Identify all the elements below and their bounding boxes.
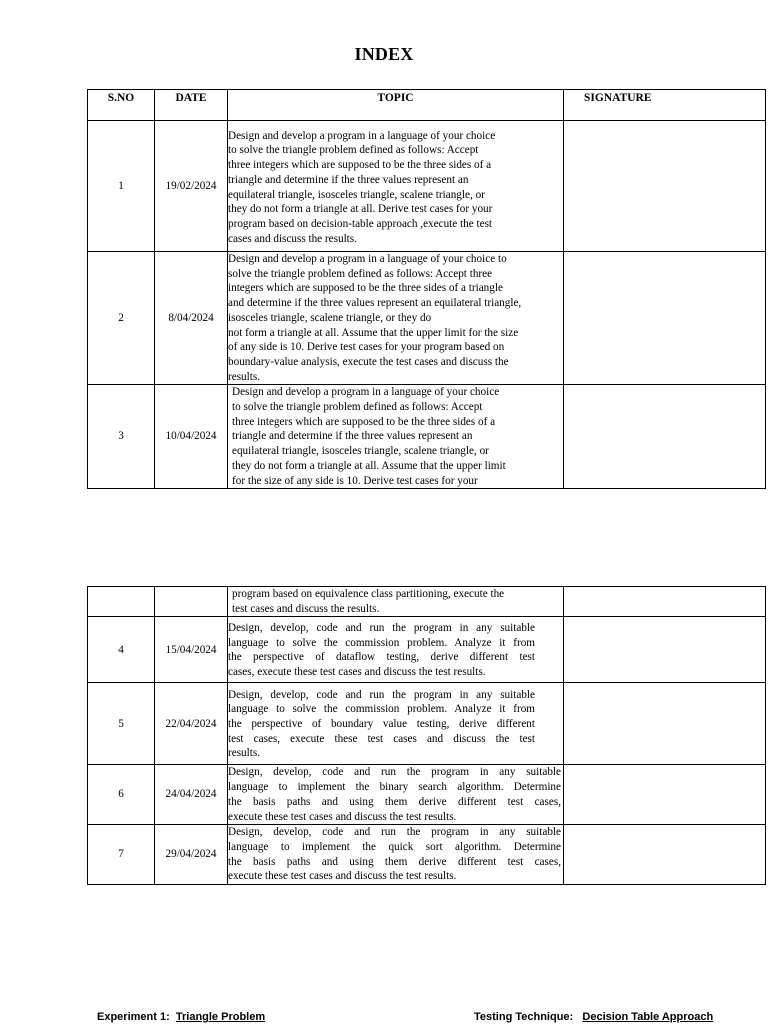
topic-cell	[228, 825, 564, 885]
topic-line: not form a triangle at all. Assume that the upper limit for the size	[228, 326, 519, 339]
topic-line: to solve the triangle problem defined as follows: Accept	[232, 401, 483, 414]
topic-line: language to implement the binary search algorithm. Determine	[228, 781, 561, 794]
sno-cell	[88, 587, 155, 617]
topic-line: the perspective of dataflow testing, derive different test	[228, 651, 535, 664]
topic-line: to solve the triangle problem defined as follows: Accept	[228, 144, 479, 157]
topic-line: results.	[228, 370, 261, 383]
topic-cell	[228, 385, 564, 489]
experiment-value: Triangle Problem	[175, 1011, 266, 1023]
signature-cell	[564, 252, 766, 385]
header-signature: SIGNATURE	[564, 90, 766, 121]
table-row	[88, 121, 766, 252]
topic-line: triangle and determine if the three values represent an	[232, 430, 473, 443]
sno-cell: 7	[88, 825, 155, 885]
topic-line: program based on decision-table approach ,execute the test	[228, 217, 493, 230]
signature-cell	[564, 587, 766, 617]
topic-line: Design, develop, code and run the program in any suitable	[228, 622, 535, 634]
topic-line: Design, develop, code and run the program in any suitable	[228, 766, 561, 779]
signature-cell	[564, 683, 766, 765]
topic-cell	[228, 683, 564, 765]
date-cell: 24/04/2024	[155, 765, 228, 825]
topic-line: solve the triangle problem defined as follows: Accept three	[228, 267, 493, 280]
date-cell	[155, 587, 228, 617]
topic-line: boundary-value analysis, execute the test cases and discuss the	[228, 355, 509, 368]
topic-line: the basis paths and using them derive different test cases,	[228, 855, 561, 868]
sno-cell: 1	[88, 121, 155, 252]
topic-line: results.	[228, 747, 261, 760]
date-cell: 10/04/2024	[155, 385, 228, 489]
table-row	[88, 765, 766, 825]
topic-line: isosceles triangle, scalene triangle, or they do	[228, 311, 432, 324]
topic-line: Design and develop a program in a language of your choice	[228, 129, 496, 142]
sno-cell: 2	[88, 252, 155, 385]
topic-line: triangle and determine if the three values represent an	[228, 173, 469, 186]
table-row	[88, 617, 766, 683]
topic-line: cases and discuss the results.	[228, 232, 357, 245]
topic-line: language to implement the quick sort algorithm. Determine	[228, 841, 561, 854]
table-row	[88, 252, 766, 385]
technique-value: Decision Table Approach	[582, 1011, 714, 1023]
topic-cell	[228, 617, 564, 683]
date-cell: 22/04/2024	[155, 683, 228, 765]
sno-cell: 5	[88, 683, 155, 765]
topic-line: Design, develop, code and run the program in any suitable	[228, 688, 535, 701]
topic-line: Design, develop, code and run the program in any suitable	[228, 826, 561, 839]
sno-cell: 6	[88, 765, 155, 825]
topic-line: test cases, execute these test cases and discuss the test	[228, 732, 535, 745]
topic-line: equilateral triangle, isosceles triangle, scalene triangle, or	[228, 188, 485, 201]
date-cell: 29/04/2024	[155, 825, 228, 885]
date-cell: 19/02/2024	[155, 121, 228, 252]
signature-cell	[564, 121, 766, 252]
footer-experiment	[97, 1011, 265, 1023]
footer-technique	[474, 1011, 713, 1023]
date-cell: 8/04/2024	[155, 252, 228, 385]
topic-cell	[228, 121, 564, 252]
table-row	[88, 587, 766, 617]
page-title: INDEX	[354, 44, 414, 64]
topic-line: and determine if the three values represent an equilateral triangle,	[228, 297, 522, 310]
table-row	[88, 825, 766, 885]
topic-line: Design and develop a program in a language of your choice to	[228, 253, 507, 265]
topic-line: of any side is 10. Derive test cases for your program based on	[228, 341, 505, 354]
topic-line: language to solve the commission problem. Analyze it from	[228, 636, 535, 649]
topic-line: three integers which are supposed to be the three sides of a	[228, 159, 492, 172]
topic-line: program based on equivalence class partitioning, execute the	[232, 588, 505, 600]
topic-line: Design and develop a program in a language of your choice	[232, 386, 500, 399]
signature-cell	[564, 825, 766, 885]
sno-cell: 3	[88, 385, 155, 489]
index-table-continued	[87, 586, 766, 885]
topic-line: execute these test cases and discuss the test results.	[228, 870, 457, 883]
topic-cell	[228, 587, 564, 617]
topic-line: they do not form a triangle at all. Derive test cases for your	[228, 203, 493, 216]
index-table	[87, 89, 766, 489]
topic-line: the basis paths and using them derive different test cases,	[228, 795, 561, 808]
header-sno: S.NO	[88, 90, 155, 121]
topic-line: equilateral triangle, isosceles triangle, scalene triangle, or	[232, 445, 489, 458]
header-topic: TOPIC	[228, 90, 564, 121]
table-row	[88, 683, 766, 765]
technique-label: Testing Technique:	[474, 1011, 574, 1023]
table-row	[88, 385, 766, 489]
table-header-row	[88, 90, 766, 121]
experiment-label: Experiment 1:	[97, 1011, 170, 1023]
signature-cell	[564, 617, 766, 683]
topic-line: cases, execute these test cases and discuss the test results.	[228, 666, 486, 679]
topic-line: language to solve the commission problem. Analyze it from	[228, 703, 535, 716]
sno-cell: 4	[88, 617, 155, 683]
signature-cell	[564, 765, 766, 825]
topic-line: for the size of any side is 10. Derive test cases for your	[232, 474, 478, 487]
topic-line: the perspective of boundary value testing, derive different	[228, 718, 535, 731]
topic-line: they do not form a triangle at all. Assume that the upper limit	[232, 459, 506, 472]
topic-line: integers which are supposed to be the three sides of a triangle	[228, 282, 503, 295]
topic-line: three integers which are supposed to be the three sides of a	[232, 415, 496, 428]
topic-cell	[228, 252, 564, 385]
topic-cell	[228, 765, 564, 825]
date-cell: 15/04/2024	[155, 617, 228, 683]
topic-line: test cases and discuss the results.	[232, 602, 380, 615]
signature-cell	[564, 385, 766, 489]
topic-line: execute these test cases and discuss the test results.	[228, 810, 457, 823]
header-date: DATE	[155, 90, 228, 121]
